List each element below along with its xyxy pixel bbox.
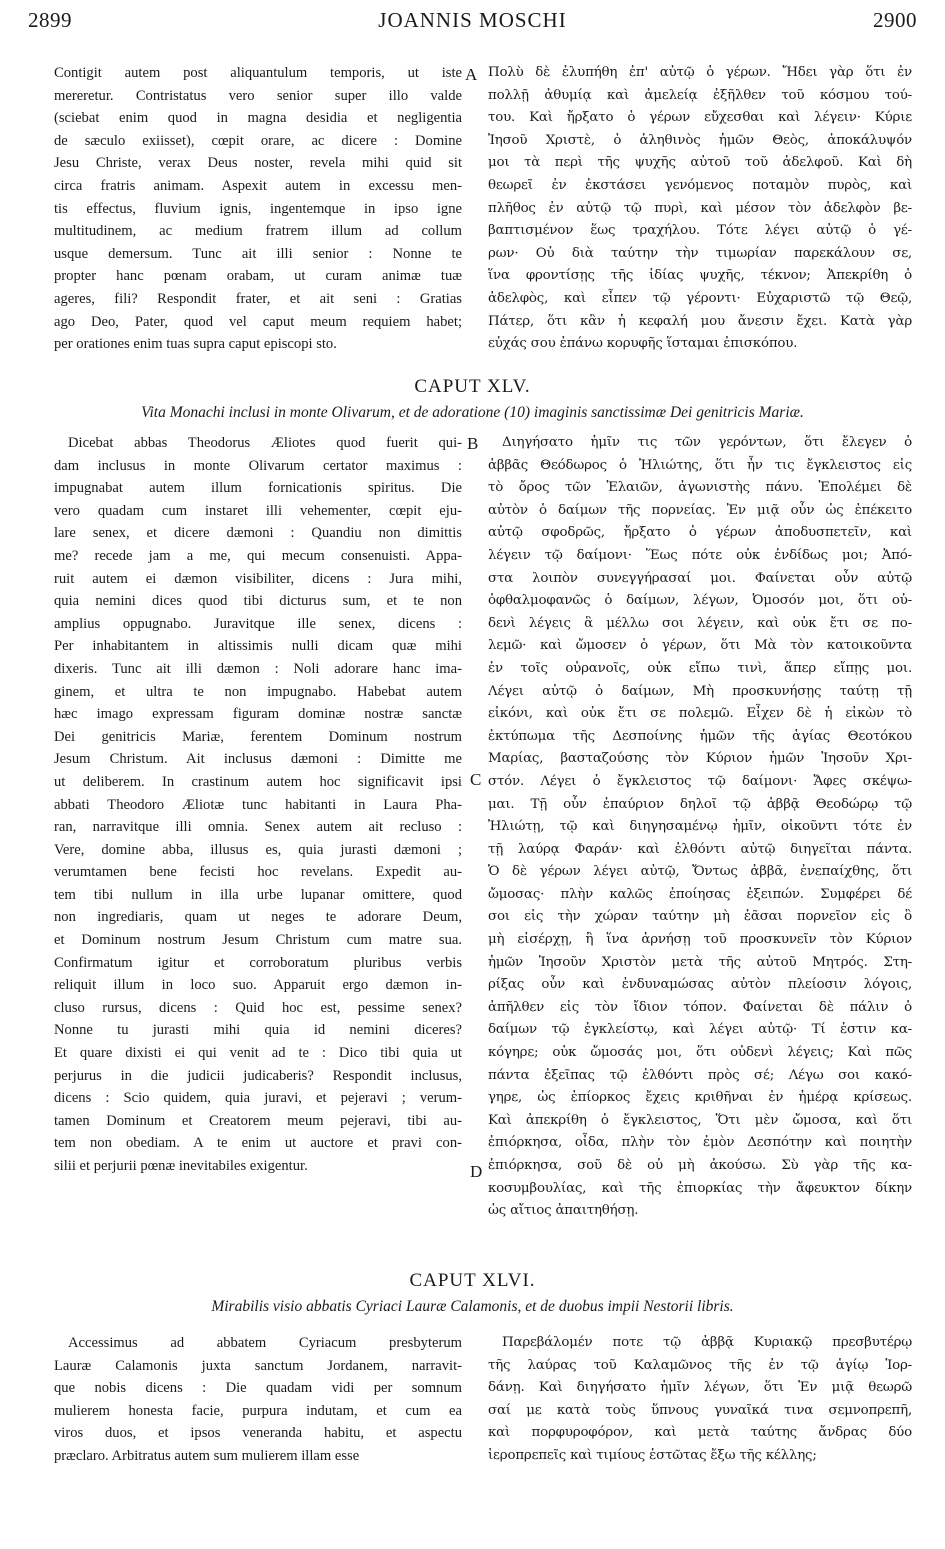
text-line: tem non obediam. A te enim ut auctore et pravi con- [54,1135,462,1152]
running-title: JOANNIS MOSCHI [378,8,567,32]
text-line: δαίμων τῷ ἐγκλείστῳ, καὶ λέγει αὐτῷ· Τί ἐστιν κα- [488,1022,912,1038]
margin-marker-c: C [470,770,482,789]
text-line: εὐχάς σου ἐπάνω κορυφῆς ἵσταμαι ἐπισκόπου. [488,336,798,352]
text-line: ginem, et ultra te non impugnabo. Habebat autem [54,683,462,700]
text-line: ran, narravitque illi omnia. Senex autem ait recluso : [54,819,462,836]
text-line: Nonne tu jurasti mihi quia id nemini diceres? [54,1022,462,1039]
text-line: ἐπιόρκησα, σοῦ δὲ οὐ μὴ ἀκούσω. Σὺ γὰρ τῆς κα- [488,1158,912,1173]
text-line: λέγειν τῷ δαίμονι· Ἕως πότε οὐκ ἐνδίδως μοι; Ἀπό- [488,547,912,563]
text-line: λεμῶ· καὶ ὤμοσεν ὁ γέρων, ὅτι Μὰ τὸν κατοικοῦντα [488,638,912,654]
text-line: αὐτῷ σφοδρῶς, ἤρξατο ὁ γέρων ἀποδυσπετεῖν, καὶ [488,525,912,541]
text-line: Vere, domine abba, illusus es, quia jurasti dæmoni ; [54,841,462,858]
text-line: μαι. Τῇ οὖν ἐπαύριον δηλοῖ τῷ ἀββᾷ Θεοδώρῳ τῷ [488,796,912,812]
text-line: usque demersum. Tunc ait illi senior : Nonne te [54,245,462,262]
text-line: στόν. Λέγει ὁ ἔγκλειστος τῷ δαίμονι· Ἄφες σκέψω- [488,773,912,789]
text-line: αὐτὸν ὁ δαίμων τῆς πορνείας. Ἐν μιᾷ οὖν ὡς ἐπέκειτο [488,502,912,518]
text-line: ἵνα φροντίσῃς τῆς ἰδίας ψυχῆς, τέκνον; Ἀπεκρίθη ὁ [488,268,912,284]
text-line: πλῆθος ἐν αὐτῷ τῷ πυρὶ, καὶ μέσον τὸν ἀδελφὸν βε- [488,200,912,216]
caput-46-subtitle: Mirabilis visio abbatis Cyriaci Lauræ Calamonis, et de duobus impii Nestorii libris. [211,1298,734,1315]
text-line: circa fratris animam. Aspexit autem in excessu men- [54,177,462,194]
text-line: Ἠλιώτῃ, τῷ καὶ διηγησαμένῳ ἡμῖν, οἰκοῦντι τότε ἐν [488,819,912,835]
text-line: cluso rursus, dicens : Quid hoc est, pessime senex? [54,999,462,1016]
text-line: Καὶ ἀπεκρίθη ὁ ἔγκλειστος, Ὅτι μὲν ὤμοσα, καὶ ὅτι [488,1112,912,1128]
text-line: ago Deo, Pater, quod vel caput meum requiem habet; [54,313,462,330]
text-line: ἐκτύπωμα τῆς Δεσποίνης ἡμῶν τῆς ἁγίας Θεοτόκου [488,728,912,744]
text-line: dicens : Scio quidem, quia juravi, et pejeravi ; verum- [54,1090,462,1107]
text-line: γηρε, ὡς ἐπίορκος ἔχεις κριθῆναι ἐν ἡμέρᾳ κρίσεως. [488,1090,912,1106]
text-line: Jesum Christum. Ait inclusus dæmoni : Dimitte me [54,751,462,768]
running-header [28,8,917,34]
text-line: ὡς αἴτιος ἀπαιτηθήσῃ. [488,1203,639,1219]
text-line: reliquit illum in loco suo. Apparuit ergo dæmon in- [54,977,462,994]
text-line: εἰκόνι, καὶ οὐκ ἔτι σε πολεμῶ. Εἶχεν δὲ ἡ εἰκὼν τὸ [488,706,912,722]
text-line: ἐν τοῖς οὐρανοῖς, οὐκ εἴπω τινὶ, ἅπερ εἴπῃς μοι. [488,660,912,676]
text-line: πολλῇ ἀθυμίᾳ καὶ ἀμελείᾳ ἐξῆλθεν τοῦ κόσμου τού- [488,87,912,103]
text-line: Λέγει αὐτῷ ὁ δαίμων, Μὴ προσκυνήσῃς ταύτῃ τῇ [488,683,912,699]
text-line: hæc imago expressam figuram dominæ nostræ sanctæ [54,706,462,723]
text-line: ρων· Οὐ διὰ ταύτην τὴν τιμωρίαν παρεκάλουν σε, [488,245,912,261]
margin-marker-b: B [467,434,479,453]
text-line: ὤμοσας· πλὴν καλῶς ἐποίησας ἐξειπών. Συμφέρει δέ [488,886,912,902]
text-line: perjurus in die judicii judicaberis? Respondit inclusus, [54,1067,462,1084]
text-line: Dicebat abbas Theodorus Æliotes quod fuerit qui- [68,435,462,451]
text-line: verumtamen bene fecisti hoc revelans. Expedit au- [54,864,462,881]
text-line: δενὶ λέγεις ἃ μέλλω σοι λέγειν, καὶ οὐκ ἔτι σε πο- [488,615,912,631]
column-number-left: 2899 [28,8,72,32]
text-line: Πάτερ, ὅτι κἂν ἡ κεφαλή μου ἄνεσιν ἔχει. Κατὰ γὰρ [488,313,912,329]
text-line: κόγηρε; οὐκ ὤμοσάς μοι, ὅτι οὐδενὶ λέγεις; Καὶ πῶς [488,1045,912,1061]
text-line: Dei genitricis Mariæ, ferentem Dominum nostrum [54,728,462,745]
text-line: πάντα ἐξεῖπας τῷ ἐλθόντι πρὸς σέ; Λέγω σοι κακό- [488,1067,912,1083]
text-line: Παρεβάλομέν ποτε τῷ ἀββᾷ Κυριακῷ πρεσβυτέρῳ [502,1335,912,1350]
caput-45-heading: CAPUT XLV. [414,376,531,397]
text-line: impugnabat autem illum fornicationis spiritus. Die [54,480,462,497]
text-line: ὀφθαλμοφανῶς ὁ δαίμων, λέγων, Ὀμοσόν μοι, ὅτι οὐ- [488,593,912,609]
text-line: ἐπιόρκησα, οἶδα, πλὴν τὸν ἐμὸν Δεσπότην καὶ ποιητὴν [488,1135,912,1151]
text-line: viros duos, et ipsos veneranda habitu, et aspectu [54,1425,462,1442]
caput-46-heading: CAPUT XLVI. [409,1270,536,1291]
text-line: μοι τὰ περὶ τῆς ψυχῆς αὐτοῦ τοῦ ἀδελφοῦ. Καὶ δὴ [488,155,912,171]
text-line: dixeris. Tunc ait illi dæmon : Noli adorare hanc ima- [54,660,462,677]
text-line: Confirmatum igitur et corroboratum pluribus verbis [54,954,462,971]
latin-column [54,1332,462,1468]
text-line: θεωρεῖ ἐν ἐκστάσει γενόμενος ποταμὸν πυρὸς, καὶ [488,177,912,193]
text-line: ἀδελφὸς, καὶ εἶπεν τῷ γέροντι· Εὐχαριστῶ τῷ Θεῷ, [488,290,912,306]
text-line: præclaro. Arbitratus autem sum mulierem illam esse [54,1447,360,1464]
text-line: σοι εἰς τὴν χώραν ταύτην μὴ ἐᾶσαι πορνεῖον εἰς ὃ [488,909,912,925]
text-line: amplius oppugnabo. Juravitque ille senex, dicens : [54,615,462,632]
text-line: mulierem honesta facie, purpura indutam, et cum ea [54,1402,462,1419]
text-line: que nobis dicens : Die quadam vidi per somnum [54,1380,462,1397]
greek-column [488,62,912,356]
text-line: Ὁ δὲ γέρων λέγει αὐτῷ, Ὄντως ἀββᾶ, ἐνεπαίχθης, ὅτι [488,864,912,880]
text-line: τῆς λαύρας τοῦ Καλαμῶνος τῆς ἐν τῷ ἁγίῳ Ἰορ- [488,1357,912,1373]
greek-column [488,1332,912,1468]
text-line: μὴ εἰσέρχῃ, ἢ ἵνα ἀρνήσῃ τοῦ προσκυνεῖν τὸν Κύριον [488,932,912,948]
text-line: κοσυμβουλίας, καὶ τῆς ἐπιορκίας τὴν ἄφευκτον δίκην [488,1180,912,1196]
text-line: ἱεροπρεπεῖς καὶ τιμίους ἑστῶτας ἔξω τῆς κέλλης; [488,1447,817,1463]
text-line: στα λοιπὸν συνεγγήρασαί μοι. Φαίνεται οὖν αὐτῷ [488,570,912,586]
margin-marker-d: D [470,1162,483,1181]
greek-column [488,432,912,1223]
text-line: tem tibi nullum in illa urbe lupanar omittere, quod [54,886,462,903]
text-line: Accessimus ad abbatem Cyriacum presbyterum [68,1335,462,1351]
text-line: Et quare dixisti ei qui venit ad te : Dico tibi quia ut [54,1045,462,1062]
text-line: τὸ ὄρος τῶν Ἐλαιῶν, ἀγωνιστὴς πάνυ. Ἐπολέμει δὲ [488,480,912,496]
text-line: δάνῃ. Καὶ διηγήσατο ἡμῖν λέγων, ὅτι Ἐν μιᾷ θεωρῶ [488,1380,912,1396]
text-line: του. Καὶ ἤρξατο ὁ γέρων εὔχεσθαι καὶ λέγειν· Κύριε [488,110,912,126]
column-number-right: 2900 [873,8,917,32]
text-line: de sæculo exiisset), cœpit orare, ac dicere : Domine [54,132,462,149]
text-line: quia nemini dices quod tibi dicturus sum, et te non [54,593,462,610]
text-line: lare senex, et dicere dæmoni : Quandiu non dimittis [54,525,462,542]
text-line: βαπτισμένον ἕως τραχήλου. Τότε λέγει αὐτῷ ὁ γέ- [488,223,912,239]
text-line: tamen Dominum et Creatorem meum pejeravi, tibi au- [54,1112,462,1129]
text-line: vero quadam cum instaret illi vehementer, cœpit eju- [54,502,462,519]
text-line: ἡμῶν Ἰησοῦν Χριστὸν μετὰ τῆς αὐτοῦ Μητρός. Στη- [488,954,912,970]
text-line: multitudinem, ac medium fratrem illum ad collum [54,223,462,240]
text-line: dam inclusus in monte Olivarum certator maximus : [54,457,462,474]
text-line: ἀπῆλθεν εἰς τὸν ἴδιον τόπον. Φαίνεται δὲ πάλιν ὁ [488,999,912,1015]
text-line: Ἰησοῦ Χριστὲ, ὁ ἀληθινὸς ἡμῶν Θεὸς, ἀποκάλυψόν [488,132,912,148]
latin-column [54,432,462,1178]
text-line: abbati Theodoro Æliotæ tunc habitanti in Laura Pha- [54,796,462,813]
caput-45-subtitle: Vita Monachi inclusi in monte Olivarum, et de adoratione (10) imaginis sanctissimæ Dei genitricis Mariæ. [141,404,804,421]
text-line: Μαρίας, βασταζούσης τὸν Κύριον ἡμῶν Ἰησοῦν Χρι- [488,751,912,767]
text-line: non ingrediaris, quam ut neges te adorare Deum, [54,909,462,926]
text-line: me? recede jam a me, qui mecum consenuisti. Appa- [54,547,462,564]
text-line: ρίξας οὖν καὶ ἐνδυναμώσας αὐτὸν πλείοσιν λόγοις, [488,977,912,993]
text-line: ut deliberem. In crastinum autem hoc significavit ipsi [54,773,462,790]
latin-column [54,62,462,356]
text-line: ruit autem ei dæmon visibiliter, dicens : Jura mihi, [54,570,462,587]
text-line: τῇ λαύρᾳ Φαράν· καὶ ἐλθόντι αὐτῷ διηγεῖται πάντα. [488,841,912,857]
text-line: Jesu Christe, verax Deus noster, revela mihi quid sit [54,155,462,172]
text-line: σαί με κατὰ τοὺς ὕπνους γυναῖκά τινα σεμνοπρεπῆ, [488,1402,912,1418]
text-line: mereretur. Contristatus vero senior super illo valde [54,87,462,104]
text-line: ageres, fili? Respondit frater, et ait seni : Gratias [54,290,462,307]
text-line: Contigit autem post aliquantulum temporis, ut iste [54,65,462,81]
text-line: Per inhabitantem in altissimis nulli dicam quæ mihi [54,638,462,655]
text-line: καὶ πορφυροφόρον, καὶ μετὰ ταύτης ἄνδρας δύο [488,1425,912,1441]
text-line: ἀββᾶς Θεόδωρος ὁ Ἠλιώτης, ὅτι ἦν τις ἔγκλειστος εἰς [488,457,912,473]
text-line: Πολὺ δὲ ἐλυπήθη ἐπ' αὐτῷ ὁ γέρων. Ἤδει γὰρ ὅτι ἐν [488,65,912,80]
text-line: propter hanc pœnam orabam, ut curam animæ tuæ [54,268,462,285]
text-line: Διηγήσατο ἡμῖν τις τῶν γερόντων, ὅτι ἔλεγεν ὁ [502,435,912,450]
text-line: tis effectus, fluvium ignis, ingentemque in ipso igne [54,200,462,217]
text-line: Lauræ Calamonis juxta sanctum Jordanem, narravit- [54,1357,462,1374]
text-line: et Dominum nostrum Jesum Christum cum matre sua. [54,932,462,949]
text-line: silii et perjurii pœnæ inevitabiles exigentur. [54,1158,308,1174]
margin-marker-a: A [465,65,478,84]
text-line: per orationes enim tuas supra caput episcopi sto. [54,336,337,353]
text-line: (sciebat enim quod in magna desidia et negligentia [54,110,462,127]
